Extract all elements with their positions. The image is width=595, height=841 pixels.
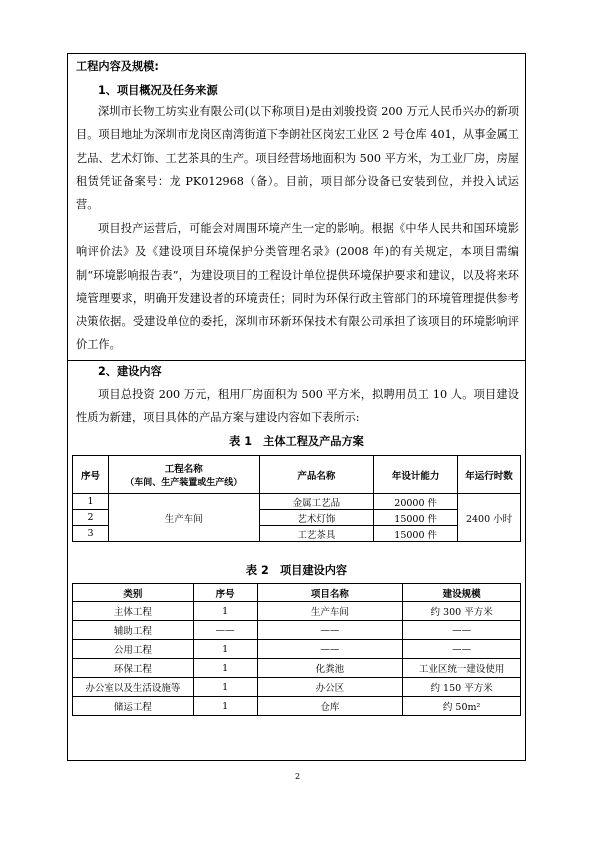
section-divider xyxy=(67,360,526,361)
page-number: 2 xyxy=(294,772,301,781)
section-title: 工程内容及规模: xyxy=(76,60,159,73)
sec1-paragraph-1: 深圳市长物工坊实业有限公司(以下称项目)是由刘骏投资 200 万元人民币兴办的新项目。项目地址为深圳市龙岗区南湾街道下李朗社区岗宏工业区 2 号仓库 401，从事金属工艺品、艺术灯饰、工艺茶具的生产。项目经营场地面积为 500 平方米，为工业厂房，房屋租赁凭证备案号：龙 PK012968（备）。目前，项目部分设备已安装到位，并投入试运营。 xyxy=(76,105,519,212)
table2-cell-category: 环保工程 xyxy=(73,659,194,678)
table2 xyxy=(72,583,521,716)
table2-cell-name: 办公区 xyxy=(257,678,403,697)
table2-header-scale: 建设规模 xyxy=(403,584,521,602)
table2-cell-scale: 约 50m² xyxy=(403,697,521,716)
table1-cell-capacity: 15000 件 xyxy=(374,510,458,526)
table2-header-name: 项目名称 xyxy=(257,584,403,602)
table-row xyxy=(73,640,521,659)
sec2-heading: 2、建设内容 xyxy=(98,365,162,378)
table1-cell-no: 3 xyxy=(73,526,109,542)
table1-cell-product: 工艺茶具 xyxy=(259,526,374,542)
table2-caption: 表 2 项目建设内容 xyxy=(245,564,348,577)
table2-cell-no: 1 xyxy=(193,659,257,678)
table2-cell-no: 1 xyxy=(193,602,257,621)
table1-header-hours: 年运行时数 xyxy=(458,456,521,494)
table1 xyxy=(72,455,521,542)
table2-cell-name: 生产车间 xyxy=(257,602,403,621)
table1-cell-capacity: 20000 件 xyxy=(374,494,458,510)
table2-cell-scale: —— xyxy=(403,640,521,659)
table2-cell-scale: 约 300 平方米 xyxy=(403,602,521,621)
table1-cell-product: 艺术灯饰 xyxy=(259,510,374,526)
table1-cell-no: 2 xyxy=(73,510,109,526)
table2-header-row xyxy=(73,584,521,602)
table1-header-no: 序号 xyxy=(73,456,109,494)
sec1-heading: 1、项目概况及任务来源 xyxy=(98,84,218,97)
table2-cell-category: 储运工程 xyxy=(73,697,194,716)
table2-cell-no: 1 xyxy=(193,678,257,697)
table1-cell-product: 金属工艺品 xyxy=(259,494,374,510)
table2-cell-scale: 工业区统一建设使用 xyxy=(403,659,521,678)
sec2-paragraph-1: 项目总投资 200 万元，租用厂房面积为 500 平方米，拟聘用员工 10 人。项目建设性质为新建，项目具体的产品方案与建设内容如下表所示: xyxy=(76,388,519,425)
table-row xyxy=(73,494,521,510)
table2-cell-scale: 约 150 平方米 xyxy=(403,678,521,697)
table2-cell-name: —— xyxy=(257,640,403,659)
table2-cell-category: 公用工程 xyxy=(73,640,194,659)
table1-header-project-line1: 工程名称 xyxy=(164,464,203,475)
sec1-paragraph-2: 项目投产运营后，可能会对周围环境产生一定的影响。根据《中华人民共和国环境影响评价法》及《建设项目环境保护分类管理名录》(2008 年)的有关规定，本项目需编制“环境影响报告表”，为建设项目的工程设计单位提供环境保护要求和建议，以及将来环境管理要求，明确开发建设者的环境责任；同时为环保行政主管部门的环境管理提供参考决策依据。受建设单位的委托，深圳市环新环保技术有限公司承担了该项目的环境影响评价工作。 xyxy=(76,222,519,352)
table2-cell-name: —— xyxy=(257,621,403,640)
table2-header-category: 类别 xyxy=(73,584,194,602)
table2-cell-category: 辅助工程 xyxy=(73,621,194,640)
table-row xyxy=(73,621,521,640)
table2-cell-name: 仓库 xyxy=(257,697,403,716)
table2-cell-name: 化粪池 xyxy=(257,659,403,678)
table2-cell-no: —— xyxy=(193,621,257,640)
table2-cell-no: 1 xyxy=(193,697,257,716)
table1-cell-workshop: 生产车间 xyxy=(108,494,259,542)
table-row xyxy=(73,659,521,678)
table1-header-capacity: 年设计能力 xyxy=(374,456,458,494)
table2-cell-category: 主体工程 xyxy=(73,602,194,621)
table-row xyxy=(73,678,521,697)
table1-cell-capacity: 15000 件 xyxy=(374,526,458,542)
table1-cell-no: 1 xyxy=(73,494,109,510)
table1-header-project-line2: （车间、生产装置或生产线） xyxy=(125,478,243,488)
table2-cell-no: 1 xyxy=(193,640,257,659)
table-row xyxy=(73,602,521,621)
table1-header-project xyxy=(108,456,259,494)
table1-header-product: 产品名称 xyxy=(259,456,374,494)
table2-header-no: 序号 xyxy=(193,584,257,602)
table2-cell-category: 办公室以及生活设施等 xyxy=(73,678,194,697)
table1-cell-hours: 2400 小时 xyxy=(458,494,521,542)
table1-header-row xyxy=(73,456,521,494)
table1-caption: 表 1 主体工程及产品方案 xyxy=(229,435,364,448)
table2-cell-scale: —— xyxy=(403,621,521,640)
table-row xyxy=(73,697,521,716)
